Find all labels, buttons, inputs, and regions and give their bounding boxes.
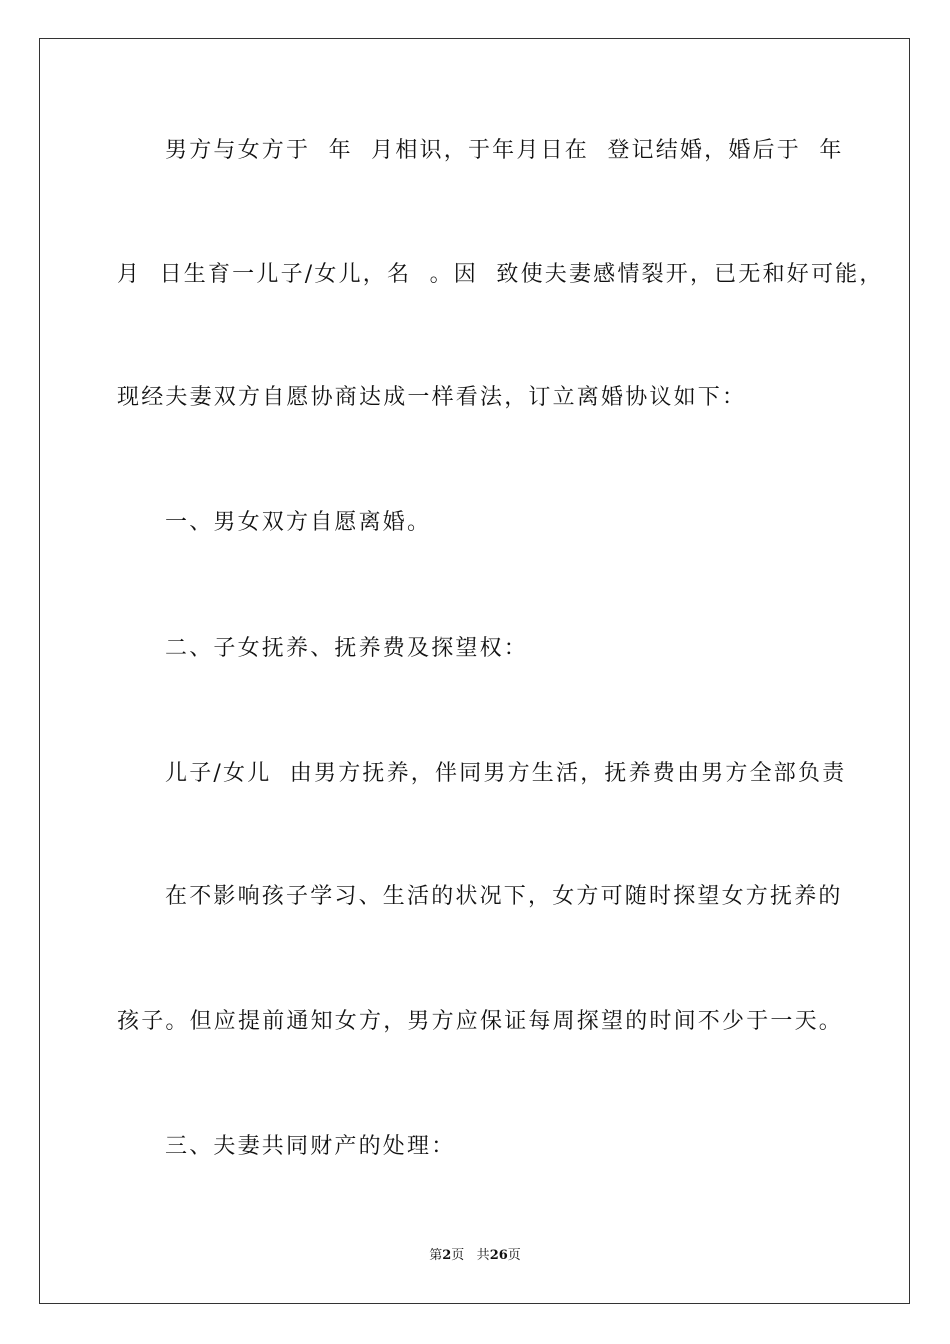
paragraph-line-6: 孩子。但应提前通知女方，男方应保证每周探望的时间不少于一天。 <box>117 1009 844 1034</box>
paragraph-line-5: 在不影响孩子学习、生活的状况下，女方可随时探望女方抚养的 <box>165 884 843 909</box>
footer-total-prefix: 共 <box>476 1248 490 1263</box>
section-heading-3: 三、夫妻共同财产的处理： <box>165 1134 456 1159</box>
footer-page-suffix: 页 <box>451 1248 465 1263</box>
paragraph-line-2: 月 日生育一儿子/女儿，名 。因 致使夫妻感情裂开，已无和好可能， <box>117 262 884 287</box>
paragraph-line-1: 男方与女方于 年 月相识，于年月日在 登记结婚，婚后于 年 <box>165 138 844 163</box>
footer-page-prefix: 第 <box>429 1248 443 1263</box>
page-footer <box>0 1247 950 1265</box>
paragraph-line-4: 儿子/女儿 由男方抚养，伴同男方生活，抚养费由男方全部负责 <box>165 761 847 786</box>
footer-total-suffix: 页 <box>507 1248 521 1263</box>
footer-page-number: 2 <box>442 1248 452 1263</box>
section-heading-1: 一、男女双方自愿离婚。 <box>165 510 432 535</box>
page-frame <box>39 38 910 1304</box>
section-heading-2: 二、子女抚养、抚养费及探望权： <box>165 636 529 661</box>
footer-total-pages: 26 <box>489 1248 508 1263</box>
paragraph-line-3: 现经夫妻双方自愿协商达成一样看法，订立离婚协议如下： <box>117 385 747 410</box>
